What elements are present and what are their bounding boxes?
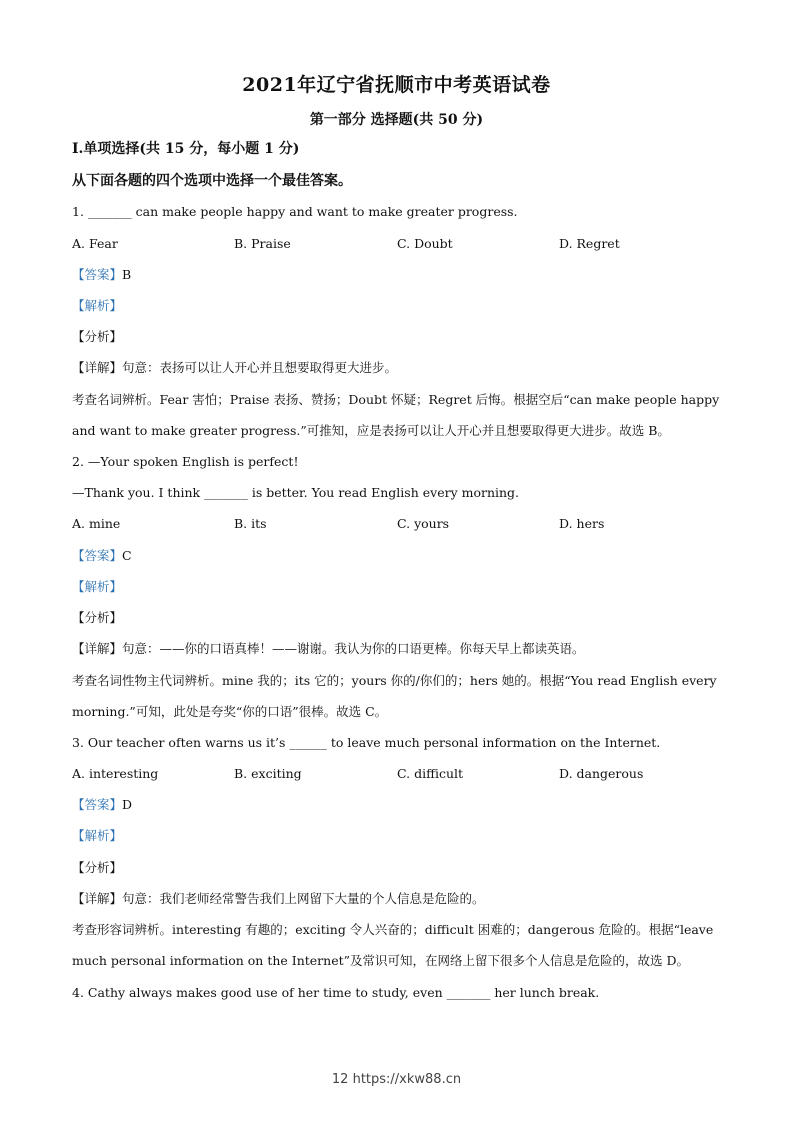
analysis-tag: 【解析】 <box>72 579 123 594</box>
detail-tag: 【详解】 <box>72 891 123 906</box>
q1-option-c: C. Doubt <box>397 236 453 251</box>
page-title: 2021年辽宁省抚顺市中考英语试卷 <box>242 74 551 96</box>
q3-detail <box>72 890 722 908</box>
answer-tag: 【答案】 <box>72 797 123 812</box>
q2-analysis <box>72 578 722 596</box>
q3-answer-value: D <box>122 797 133 812</box>
q1-option-a: A. Fear <box>72 236 118 251</box>
instruction: 从下面各题的四个选项中选择一个最佳答案。 <box>72 173 352 189</box>
q1-answer-value: B <box>122 267 132 282</box>
q2-option-b: B. its <box>234 516 267 531</box>
q2-detail <box>72 640 722 658</box>
analysis-tag: 【解析】 <box>72 298 123 313</box>
q2-explain-line1: 考查名词性物主代词辨析。mine 我的；its 它的；yours 你的/你们的；hers 她的。根据“You read English every <box>72 673 717 688</box>
section-heading: Ⅰ.单项选择(共 15 分，每小题 1 分) <box>72 141 300 157</box>
q3-option-b: B. exciting <box>234 766 302 781</box>
q1-option-d: D. Regret <box>559 236 620 251</box>
q2-detail-text: 句意：——你的口语真棒！——谢谢。我认为你的口语更棒。你每天早上都读英语。 <box>122 641 585 656</box>
q2-option-d: D. hers <box>559 516 605 531</box>
q3-analysis <box>72 827 722 845</box>
q2-explain-line2: morning.”可知，此处是夸奖“你的口语”很棒。故选 C。 <box>72 704 388 719</box>
q3-option-a: A. interesting <box>72 766 159 781</box>
q3-explain-line1: 考查形容词辨析。interesting 有趣的；exciting 令人兴奋的；difficult 困难的；dangerous 危险的。根据“leave <box>72 922 714 937</box>
q1-fenxi: 【分析】 <box>72 329 123 344</box>
q3-option-d: D. dangerous <box>559 766 644 781</box>
q1-detail-text: 句意：表扬可以让人开心并且想要取得更大进步。 <box>122 360 398 375</box>
q3-stem: 3. Our teacher often warns us it’s ______ to leave much personal information on the Internet. <box>72 735 661 750</box>
page-subtitle: 第一部分 选择题(共 50 分) <box>309 112 484 128</box>
q2-answer <box>72 547 722 565</box>
q1-detail <box>72 359 722 377</box>
q3-answer <box>72 796 722 814</box>
q1-explain-line2: and want to make greater progress.”可推知，应是表扬可以让人开心并且想要取得更大进步。故选 B。 <box>72 423 670 438</box>
q1-explain-line1: 考查名词辨析。Fear 害怕；Praise 表扬、赞扬；Doubt 怀疑；Regret 后悔。根据空后“can make people happy <box>72 392 720 407</box>
q2-stem-line1: 2. —Your spoken English is perfect! <box>72 454 299 469</box>
q2-fenxi: 【分析】 <box>72 610 123 625</box>
q3-fenxi: 【分析】 <box>72 860 123 875</box>
q2-stem-line2: —Thank you. I think _______ is better. You read English every morning. <box>72 485 520 500</box>
answer-tag: 【答案】 <box>72 548 123 563</box>
q1-stem: 1. _______ can make people happy and want to make greater progress. <box>72 204 518 219</box>
q3-explain-line2: much personal information on the Internet”及常识可知，在网络上留下很多个人信息是危险的，故选 D。 <box>72 953 690 968</box>
q2-answer-value: C <box>122 548 132 563</box>
detail-tag: 【详解】 <box>72 360 123 375</box>
q2-option-c: C. yours <box>397 516 450 531</box>
analysis-tag: 【解析】 <box>72 828 123 843</box>
q3-detail-text: 句意：我们老师经常警告我们上网留下大量的个人信息是危险的。 <box>122 891 485 906</box>
page-footer: 12 https://xkw88.cn <box>331 1072 462 1087</box>
answer-tag: 【答案】 <box>72 267 123 282</box>
q4-stem: 4. Cathy always makes good use of her time to study, even _______ her lunch break. <box>72 985 600 1000</box>
q1-analysis <box>72 297 722 315</box>
q3-option-c: C. difficult <box>397 766 464 781</box>
q1-answer <box>72 266 722 284</box>
detail-tag: 【详解】 <box>72 641 123 656</box>
q2-option-a: A. mine <box>72 516 121 531</box>
q1-option-b: B. Praise <box>234 236 291 251</box>
